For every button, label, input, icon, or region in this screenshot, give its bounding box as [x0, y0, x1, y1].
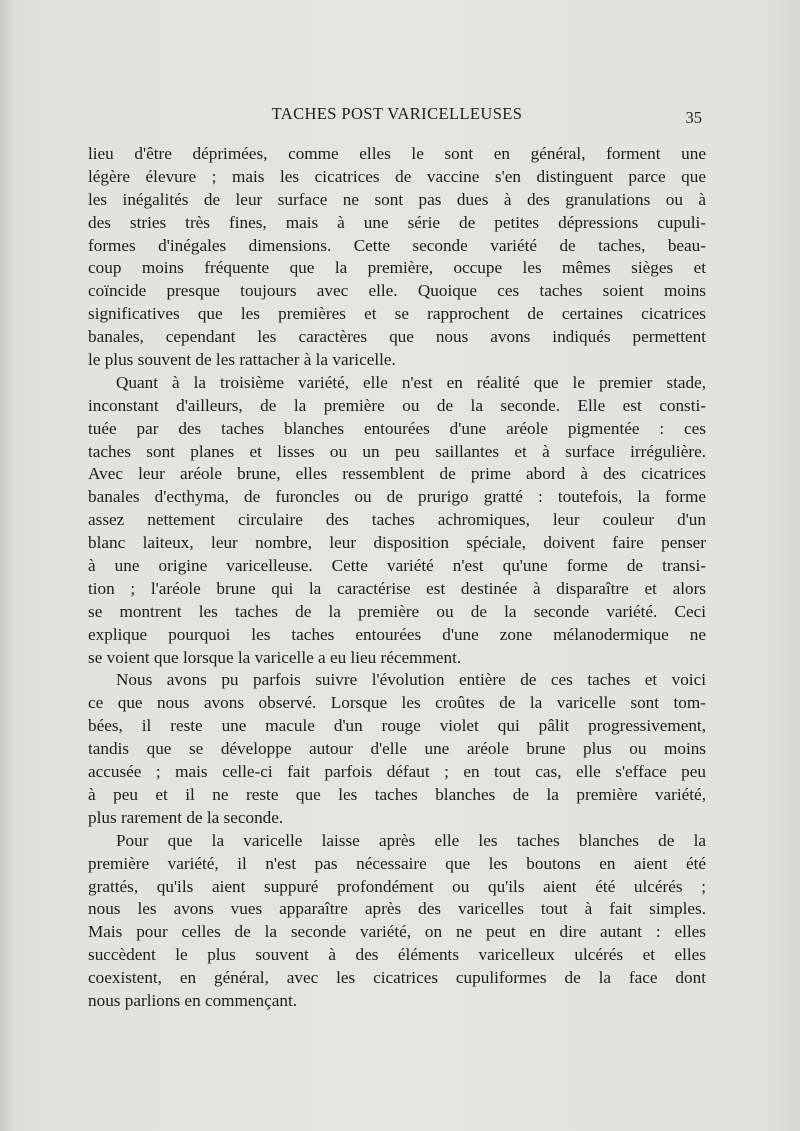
text-line: blanc laiteux, leur nombre, leur disposition spéciale, doivent faire penser	[88, 533, 706, 553]
text-line: à une origine varicelleuse. Cette variété n'est qu'une forme de transi-	[88, 556, 706, 576]
text-line: assez nettement circulaire des taches achromiques, leur couleur d'un	[88, 510, 706, 530]
page-header	[88, 104, 706, 128]
text-line: lieu d'être déprimées, comme elles le sont en général, forment une	[88, 144, 706, 163]
text-line: Nous avons pu parfois suivre l'évolution entière de ces taches et voici	[116, 670, 706, 690]
text-line: bées, il reste une macule d'un rouge violet qui pâlit progressivement,	[88, 716, 706, 736]
text-line: formes d'inégales dimensions. Cette seconde variété de taches, beau-	[88, 235, 706, 255]
page-number: 35	[685, 108, 702, 127]
text-line: ce que nous avons observé. Lorsque les croûtes de la varicelle sont tom-	[88, 693, 706, 713]
paragraph-3	[88, 669, 706, 829]
text-line: Mais pour celles de la seconde variété, on ne peut en dire autant : elles	[88, 922, 706, 942]
text-line: le plus souvent de les rattacher à la varicelle.	[88, 350, 396, 370]
text-line: coup moins fréquente que la première, occupe les mêmes sièges et	[88, 258, 706, 278]
text-line: se voient que lorsque la varicelle a eu lieu récemment.	[88, 647, 462, 667]
text-line: banales d'ecthyma, de furoncles ou de prurigo gratté : toutefois, la forme	[88, 487, 706, 507]
text-line: tuée par des taches blanches entourées d'une aréole pigmentée : ces	[88, 418, 706, 438]
text-line: grattés, qu'ils aient suppuré profondément ou qu'ils aient été ulcérés ;	[88, 876, 706, 896]
text-line: significatives que les premières et se rapprochent de certaines cicatrices	[88, 304, 706, 324]
text-line: explique pourquoi les taches entourées d'une zone mélanodermique ne	[88, 624, 706, 644]
paragraph-4	[88, 830, 706, 1013]
paragraph-2	[88, 372, 706, 670]
text-line: inconstant d'ailleurs, de la première ou de la seconde. Elle est consti-	[88, 395, 706, 415]
text-line: les inégalités de leur surface ne sont pas dues à des granulations ou à	[88, 189, 706, 209]
text-line: Pour que la varicelle laisse après elle les taches blanches de la	[116, 830, 706, 850]
text-line: accusée ; mais celle-ci fait parfois défaut ; en tout cas, elle s'efface peu	[88, 762, 706, 782]
text-line: tion ; l'aréole brune qui la caractérise est destinée à disparaître et alors	[88, 578, 706, 598]
text-line: tandis que se développe autour d'elle une aréole brune plus ou moins	[88, 739, 706, 759]
body-text	[88, 143, 706, 1013]
text-line: Quant à la troisième variété, elle n'est en réalité que le premier stade,	[116, 372, 706, 392]
text-line: coïncide presque toujours avec elle. Quoique ces taches soient moins	[88, 281, 706, 301]
text-line: légère élevure ; mais les cicatrices de vaccine s'en distinguent parce que	[88, 166, 706, 186]
text-line: nous parlions en commençant.	[88, 990, 298, 1010]
text-line: première variété, il n'est pas nécessaire que les boutons en aient été	[88, 853, 706, 873]
text-line: se montrent les taches de la première ou de la seconde variété. Ceci	[88, 601, 706, 621]
text-line: coexistent, en général, avec les cicatrices cupuliformes de la face dont	[88, 968, 706, 988]
text-line: plus rarement de la seconde.	[88, 807, 284, 827]
text-line: des stries très fines, mais à une série de petites dépressions cupuli-	[88, 212, 706, 232]
text-line: à peu et il ne reste que les taches blanches de la première variété,	[88, 784, 706, 804]
text-line: nous les avons vues apparaître après des varicelles tout à fait simples.	[88, 899, 706, 919]
text-line: Avec leur aréole brune, elles ressemblent de prime abord à des cicatrices	[88, 464, 706, 484]
text-line: taches sont planes et lisses ou un peu saillantes et à surface irrégulière.	[88, 441, 706, 461]
running-title: TACHES POST VARICELLEUSES	[271, 104, 523, 123]
paragraph-1	[88, 143, 706, 372]
text-line: banales, cependant les caractères que nous avons indiqués permettent	[88, 327, 706, 347]
text-line: succèdent le plus souvent à des éléments varicelleux ulcérés et elles	[88, 945, 706, 965]
